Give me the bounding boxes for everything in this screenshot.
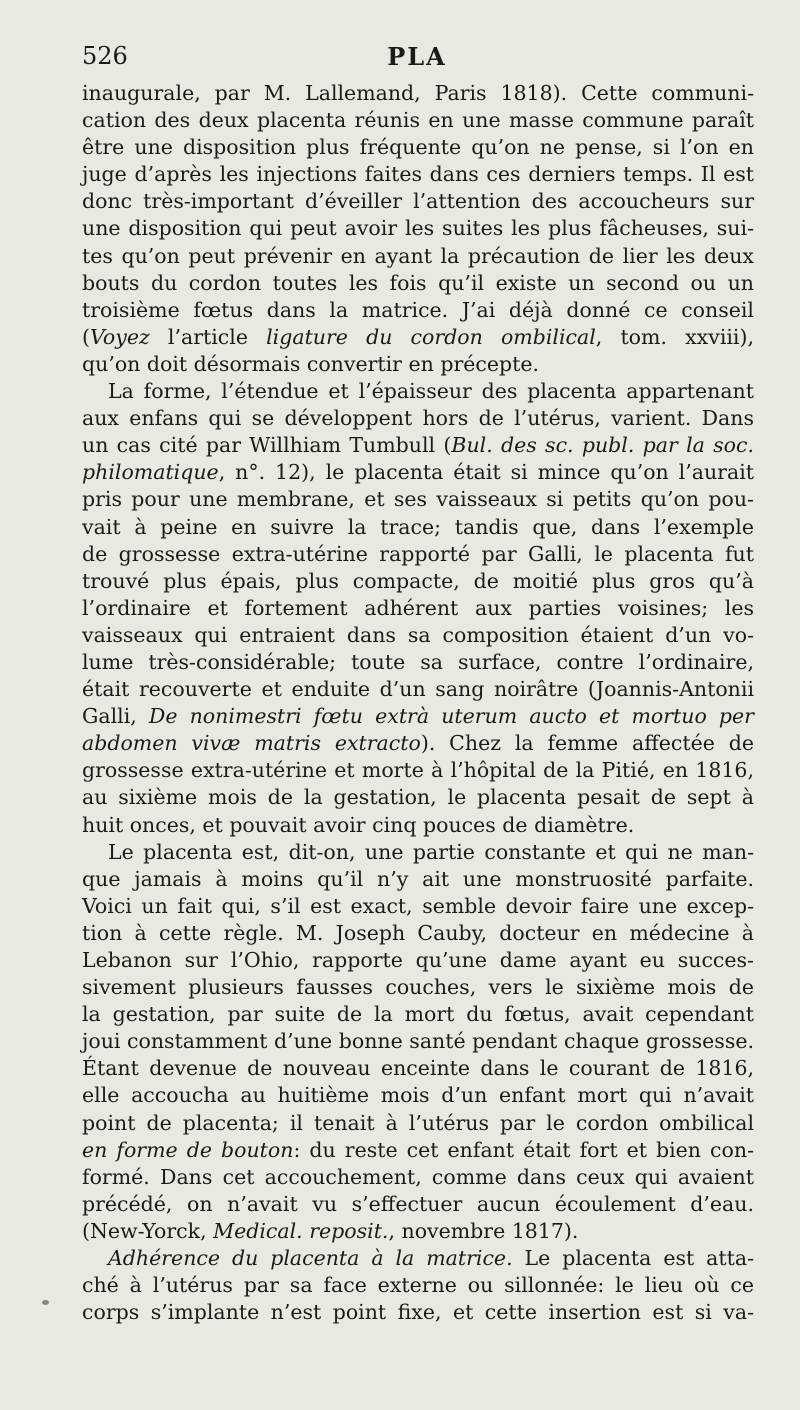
text-line: vaisseaux qui entraient dans sa composition étaient d’un vo- xyxy=(82,622,754,647)
text-line: pris pour une membrane, et ses vaisseaux si petits qu’on pou- xyxy=(82,487,754,512)
text-line: sivement plusieurs fausses couches, vers le sixième mois de xyxy=(82,975,754,1000)
text-line: philomatique, n°. 12), le placenta était si mince qu’on l’aurait xyxy=(82,460,754,485)
text-line: joui constamment d’une bonne santé pendant chaque grossesse. xyxy=(82,1029,754,1054)
text-line: un cas cité par Willhiam Tumbull (Bul. des sc. publ. par la soc. xyxy=(82,433,754,458)
text-line: être une disposition plus fréquente qu’on ne pense, si l’on en xyxy=(82,135,754,160)
paper-speck xyxy=(42,1300,49,1305)
text-line: précédé, on n’avait vu s’effectuer aucun écoulement d’eau. xyxy=(82,1191,754,1216)
text-line: tion à cette règle. M. Joseph Cauby, docteur en médecine à xyxy=(82,920,754,945)
text-line: la gestation, par suite de la mort du fœtus, avait cependant xyxy=(82,1002,754,1027)
text-line: juge d’après les injections faites dans ces derniers temps. Il est xyxy=(82,162,754,187)
text-line: en forme de bouton: du reste cet enfant était fort et bien con- xyxy=(82,1137,755,1162)
text-line: La forme, l’étendue et l’épaisseur des placenta appartenant xyxy=(108,379,754,404)
text-line: qu’on doit désormais convertir en précepte. xyxy=(82,351,540,376)
text-line: Le placenta est, dit-on, une partie constante et qui ne man- xyxy=(108,839,754,864)
text-line: (New-Yorck, Medical. reposit., novembre 1817). xyxy=(82,1218,579,1243)
text-line: troisième fœtus dans la matrice. J’ai déjà donné ce conseil xyxy=(82,297,754,322)
text-line: huit onces, et pouvait avoir cinq pouces de diamètre. xyxy=(82,812,635,837)
text-line: l’ordinaire et fortement adhérent aux parties voisines; les xyxy=(82,595,754,620)
text-line: cation des deux placenta réunis en une masse commune paraît xyxy=(82,108,754,133)
text-line: trouvé plus épais, plus compacte, de moitié plus gros qu’à xyxy=(82,568,754,593)
text-line: vait à peine en suivre la trace; tandis que, dans l’exemple xyxy=(82,514,754,539)
text-line: Galli, De nonimestri fœtu extrà uterum aucto et mortuo per xyxy=(82,704,754,729)
text-line: une disposition qui peut avoir les suites les plus fâcheuses, sui- xyxy=(82,216,754,241)
text-line: Étant devenue de nouveau enceinte dans le courant de 1816, xyxy=(82,1056,754,1081)
text-line: formé. Dans cet accouchement, comme dans ceux qui avaient xyxy=(82,1164,754,1189)
text-line: elle accoucha au huitième mois d’un enfant mort qui n’avait xyxy=(82,1083,754,1108)
text-line: Lebanon sur l’Ohio, rapporte qu’une dame ayant eu succes- xyxy=(82,948,754,972)
text-line: Voici un fait qui, s’il est exact, semble devoir faire une excep- xyxy=(82,893,754,918)
text-line: aux enfans qui se développent hors de l’utérus, varient. Dans xyxy=(82,406,754,431)
text-line: donc très-important d’éveiller l’attention des accoucheurs sur xyxy=(82,189,754,214)
page-header xyxy=(82,42,752,82)
text-line: corps s’implante n’est point fixe, et cette insertion est si va- xyxy=(82,1300,754,1325)
text-line: bouts du cordon toutes les fois qu’il existe un second ou un xyxy=(82,270,754,295)
text-line: au sixième mois de la gestation, le placenta pesait de sept à xyxy=(82,785,754,810)
text-line: que jamais à moins qu’il n’y ait une monstruosité parfaite. xyxy=(82,866,754,891)
text-line: tes qu’on peut prévenir en ayant la précaution de lier les deux xyxy=(82,243,754,268)
text-line: lume très-considérable; toute sa surface, contre l’ordinaire, xyxy=(82,649,754,674)
page-number: 526 xyxy=(82,42,128,70)
text-line: point de placenta; il tenait à l’utérus par le cordon ombilical xyxy=(82,1110,754,1135)
text-line: de grossesse extra-utérine rapporté par Galli, le placenta fut xyxy=(82,541,754,566)
body-text xyxy=(82,80,754,1326)
text-line: était recouverte et enduite d’un sang noirâtre (Joannis-Antonii xyxy=(82,677,754,702)
text-line: ché à l’utérus par sa face externe ou sillonnée: le lieu où ce xyxy=(82,1273,754,1298)
text-line: abdomen vivæ matris extracto). Chez la femme affectée de xyxy=(82,731,754,756)
running-head: PLA xyxy=(387,42,447,71)
text-line: grossesse extra-utérine et morte à l’hôpital de la Pitié, en 1816, xyxy=(82,758,754,783)
text-line: (Voyez l’article ligature du cordon ombilical, tom. xxviii), xyxy=(82,324,755,349)
text-line: inaugurale, par M. Lallemand, Paris 1818). Cette communi- xyxy=(82,81,754,105)
text-line: Adhérence du placenta à la matrice. Le placenta est atta- xyxy=(108,1246,754,1271)
